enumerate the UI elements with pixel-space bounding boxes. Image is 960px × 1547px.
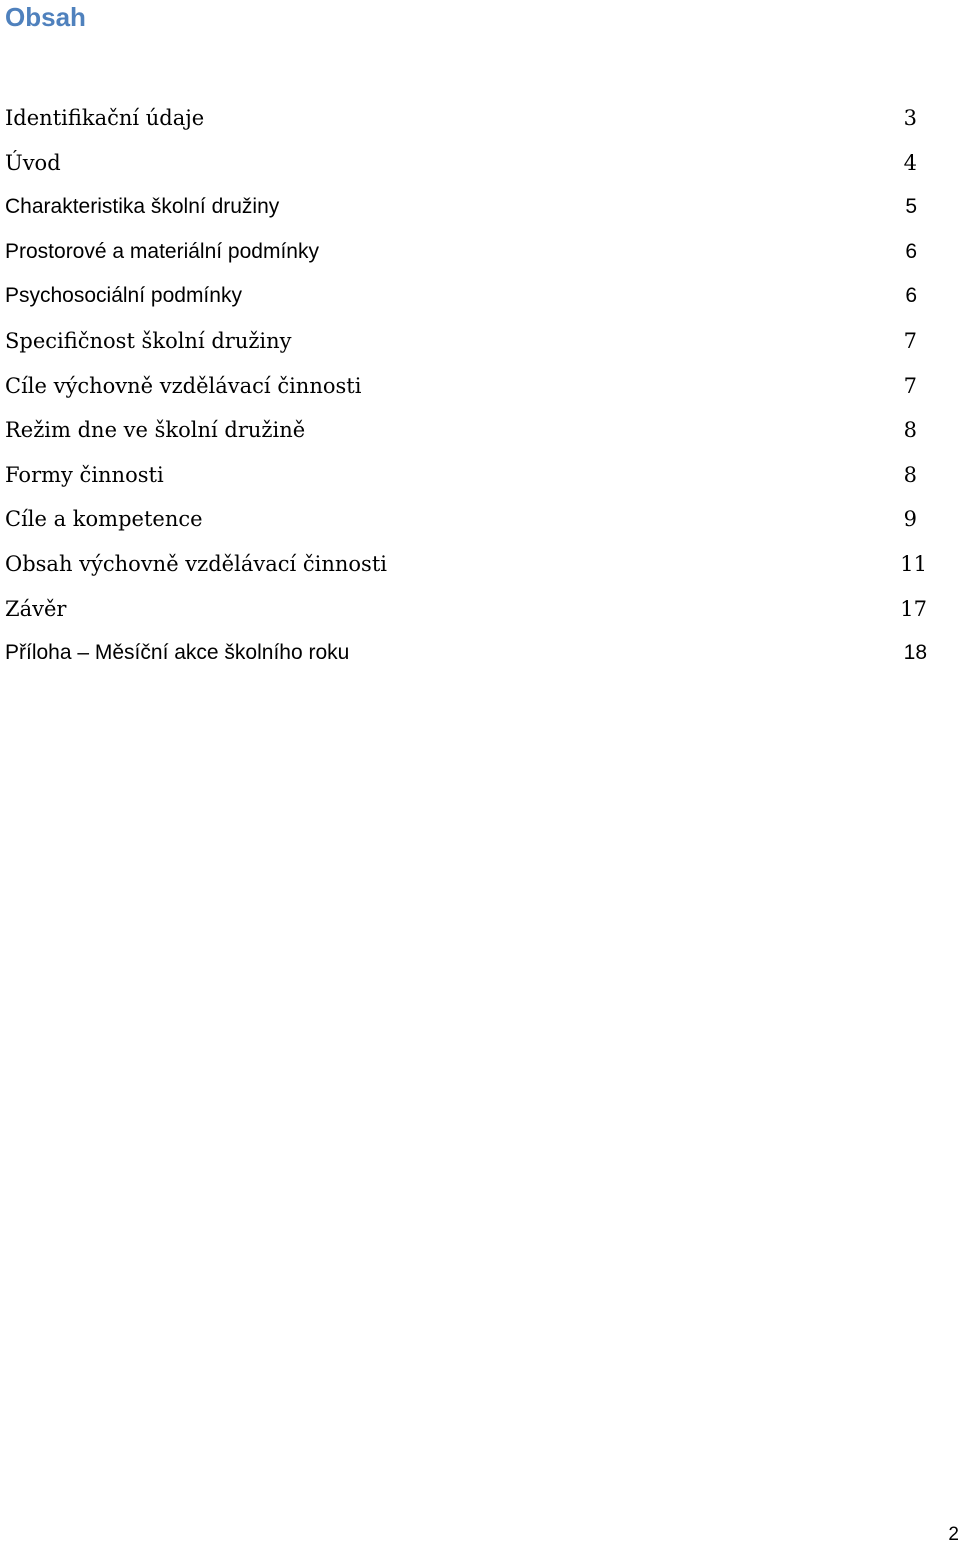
toc-entry-page: 7 <box>903 328 917 353</box>
toc-entry[interactable] <box>5 324 935 369</box>
table-of-contents <box>5 101 935 681</box>
toc-entry-page: 8 <box>903 462 917 487</box>
toc-entry[interactable] <box>5 592 935 637</box>
toc-entry[interactable] <box>5 458 935 503</box>
toc-entry[interactable] <box>5 547 935 592</box>
toc-entry-label: Formy činnosti <box>5 462 164 487</box>
toc-entry-page: 9 <box>903 507 917 532</box>
toc-entry-page: 7 <box>903 373 917 398</box>
toc-entry-page: 8 <box>903 418 917 443</box>
toc-entry-label: Psychosociální podmínky <box>5 284 242 308</box>
page-title: Obsah <box>5 2 86 32</box>
toc-entry[interactable] <box>5 369 935 414</box>
toc-entry-label: Specifičnost školní družiny <box>5 328 292 353</box>
toc-entry-label: Příloha – Měsíční akce školního roku <box>5 641 350 665</box>
toc-entry[interactable] <box>5 502 935 547</box>
toc-entry-label: Prostorové a materiální podmínky <box>5 239 319 263</box>
toc-entry-label: Obsah výchovně vzdělávací činnosti <box>5 551 387 576</box>
toc-entry-label: Cíle a kompetence <box>5 507 203 532</box>
toc-entry[interactable] <box>5 190 935 235</box>
toc-entry[interactable] <box>5 235 935 280</box>
toc-entry[interactable] <box>5 101 935 146</box>
toc-entry[interactable] <box>5 146 935 191</box>
toc-entry[interactable] <box>5 279 935 324</box>
toc-entry-page: 11 <box>900 551 927 576</box>
toc-entry[interactable] <box>5 636 935 681</box>
toc-entry-label: Úvod <box>5 150 61 175</box>
toc-entry-page: 6 <box>905 239 917 263</box>
page-number: 2 <box>948 1524 959 1545</box>
toc-entry-page: 5 <box>905 195 917 219</box>
toc-entry-label: Cíle výchovně vzdělávací činnosti <box>5 373 362 398</box>
toc-entry-page: 18 <box>903 641 927 665</box>
toc-entry-page: 17 <box>900 596 927 621</box>
toc-entry-label: Závěr <box>5 596 67 621</box>
toc-entry-page: 6 <box>905 284 917 308</box>
toc-entry-label: Charakteristika školní družiny <box>5 195 280 219</box>
toc-entry[interactable] <box>5 413 935 458</box>
toc-entry-page: 4 <box>903 150 917 175</box>
toc-entry-label: Identifikační údaje <box>5 106 205 130</box>
toc-entry-label: Režim dne ve školní družině <box>5 418 306 443</box>
toc-entry-page: 3 <box>903 106 917 130</box>
